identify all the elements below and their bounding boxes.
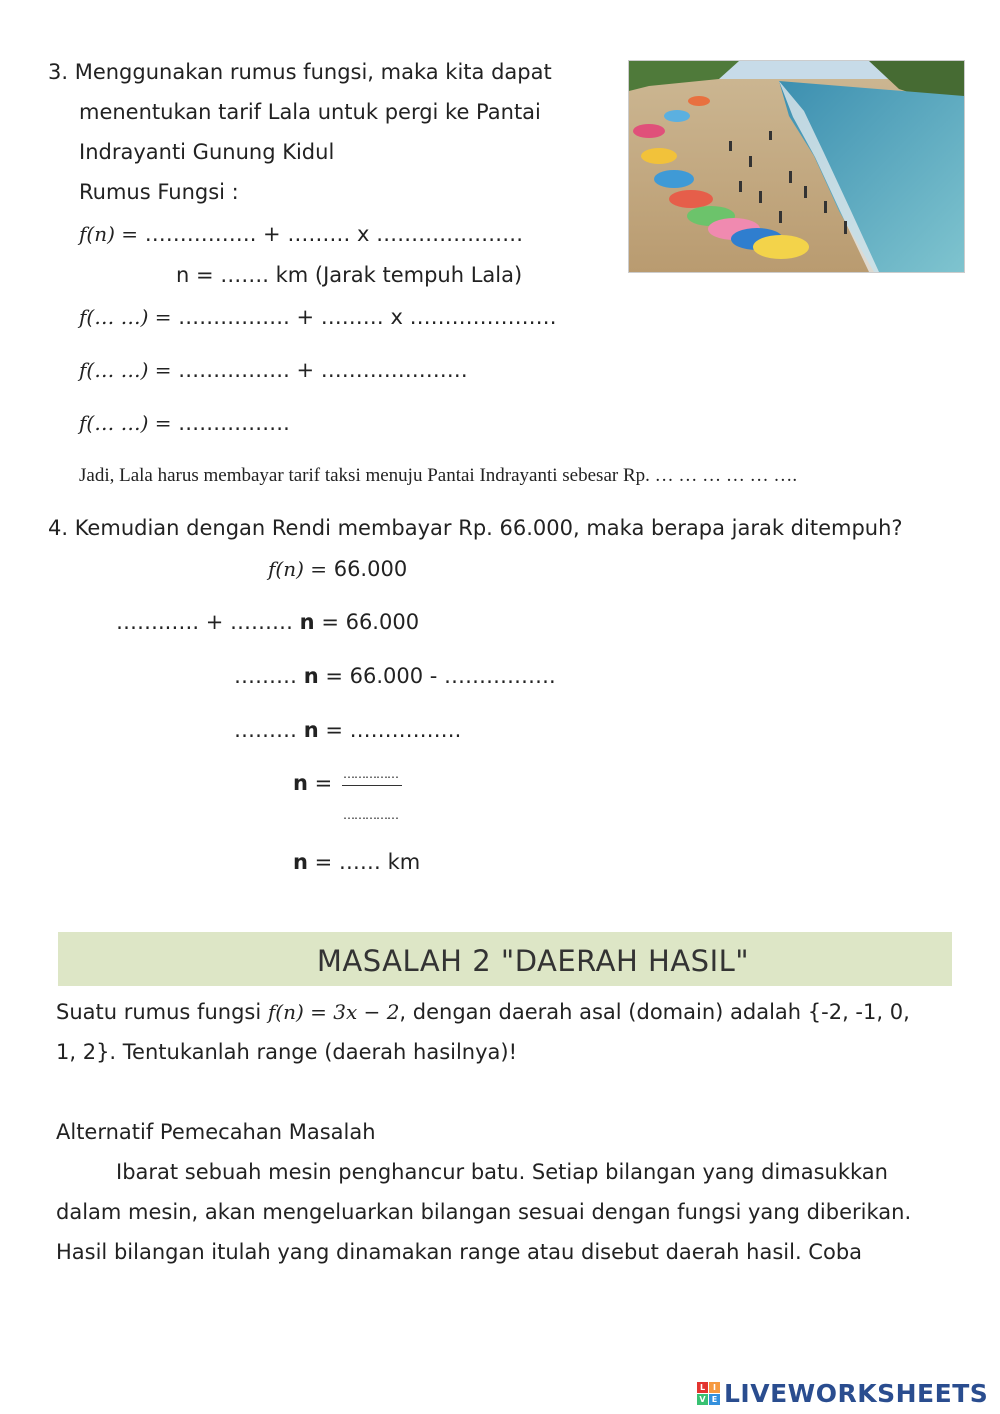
q3-step-1-lhs: f(… …) = <box>79 305 172 329</box>
q4-line-2-n: n <box>299 610 315 634</box>
q3-line-2: menentukan tarif Lala untuk pergi ke Pantai <box>79 100 541 124</box>
q4-question: 4. Kemudian dengan Rendi membayar Rp. 66.000, maka berapa jarak ditempuh? <box>48 516 903 540</box>
section-banner <box>58 932 952 986</box>
q3-step-3-rest: ……………. <box>178 411 290 435</box>
q4-line-1-rest: 66.000 <box>333 557 408 581</box>
q3-conclusion: Jadi, Lala harus membayar tarif taksi menuju Pantai Indrayanti sebesar Rp. … … … … … …. <box>79 465 798 486</box>
q3-step-1 <box>79 305 557 329</box>
q3-step-2-lhs: f(… …) = <box>79 358 172 382</box>
q4-line-2 <box>116 610 419 634</box>
q3-formula-lhs: f(n) = <box>79 222 139 246</box>
q3-line-1: 3. Menggunakan rumus fungsi, maka kita dapat <box>48 60 552 84</box>
logo-letter-e: E <box>709 1394 720 1405</box>
masalah2-line-1 <box>56 1000 910 1024</box>
section-banner-title: MASALAH 2 "DAERAH HASIL" <box>316 944 750 978</box>
q4-line-4-pre: ……… <box>234 718 297 742</box>
q4-line-4-post: = ……………. <box>325 718 462 742</box>
q3-step-3-lhs: f(… …) = <box>79 411 172 435</box>
masalah2-para-1: Ibarat sebuah mesin penghancur batu. Setiap bilangan yang dimasukkan <box>116 1160 888 1184</box>
masalah2-line-1b: , dengan daerah asal (domain) adalah {-2, -1, 0, <box>399 1000 910 1024</box>
q4-fraction-numerator: …………… <box>343 767 398 781</box>
q3-step-3 <box>79 411 290 435</box>
logo-letter-v: V <box>697 1394 708 1405</box>
q4-fraction-bar <box>342 785 402 786</box>
q4-line-4 <box>234 718 461 742</box>
q4-line-6-post: = …… km <box>314 850 421 874</box>
logo-text: LIVEWORKSHEETS <box>724 1378 989 1408</box>
q4-fraction-denominator: …………… <box>343 808 398 822</box>
logo-letter-i: I <box>709 1382 720 1393</box>
q4-line-3-pre: ……… <box>234 664 297 688</box>
q4-line-5-post: = <box>314 771 333 795</box>
q4-line-4-n: n <box>303 718 319 742</box>
masalah2-para-2: dalam mesin, akan mengeluarkan bilangan sesuai dengan fungsi yang diberikan. <box>56 1200 912 1224</box>
liveworksheets-logo[interactable] <box>697 1378 988 1408</box>
logo-icon <box>697 1382 720 1405</box>
q3-formula <box>79 222 523 246</box>
logo-letter-l: L <box>697 1382 708 1393</box>
masalah2-line-2: 1, 2}. Tentukanlah range (daerah hasilnya)! <box>56 1040 518 1064</box>
q3-step-2 <box>79 358 468 382</box>
q4-line-6-n: n <box>293 850 308 874</box>
q4-line-2-pre: ……..…. + ……… <box>116 610 293 634</box>
beach-photo <box>628 60 965 273</box>
masalah2-line-1a: Suatu rumus fungsi <box>56 1000 262 1024</box>
q4-line-3 <box>234 664 556 688</box>
q3-step-2-rest: ……………. + ………………… <box>178 358 468 382</box>
q4-line-3-post: = 66.000 - ……………. <box>325 664 556 688</box>
q3-formula-rest: ……………. + ……… x ………………… <box>144 222 524 246</box>
beach-photo-svg <box>629 61 964 272</box>
q3-n-line: n = ……. km (Jarak tempuh Lala) <box>176 263 523 287</box>
q3-step-1-rest: ……………. + ……… x ………………… <box>178 305 557 329</box>
q4-line-1-lhs: f(n) = <box>268 557 328 581</box>
masalah2-formula: f(n) = 3x − 2 <box>267 1000 400 1024</box>
q3-line-3: Indrayanti Gunung Kidul <box>79 140 335 164</box>
q4-line-2-post: = 66.000 <box>321 610 420 634</box>
q3-line-4: Rumus Fungsi : <box>79 180 239 204</box>
masalah2-para-3: Hasil bilangan itulah yang dinamakan range atau disebut daerah hasil. Coba <box>56 1240 863 1264</box>
masalah2-heading: Alternatif Pemecahan Masalah <box>56 1120 376 1144</box>
q4-line-1 <box>268 557 407 581</box>
q4-line-5-n: n <box>293 771 308 795</box>
q4-line-6 <box>293 850 420 874</box>
q4-line-5 <box>293 771 332 795</box>
q4-line-3-n: n <box>303 664 319 688</box>
